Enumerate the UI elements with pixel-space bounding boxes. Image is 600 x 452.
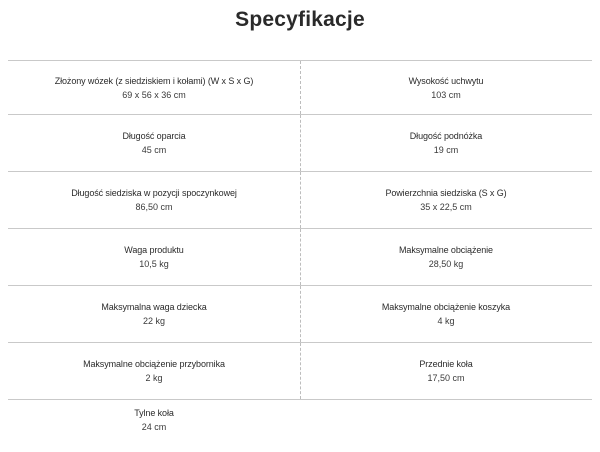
spec-label: Maksymalne obciążenie (399, 245, 493, 255)
spec-value: 4 kg (437, 316, 455, 326)
spec-cell (300, 61, 592, 114)
spec-cell (8, 172, 300, 228)
spec-value: 45 cm (141, 145, 167, 155)
spec-label: Powierzchnia siedziska (S x G) (385, 188, 507, 198)
spec-row (8, 114, 592, 171)
spec-label: Wysokość uchwytu (408, 75, 484, 86)
spec-label: Przednie koła (419, 359, 473, 369)
spec-value: 10,5 kg (139, 259, 169, 269)
spec-row (8, 171, 592, 228)
spec-value: 28,50 kg (428, 259, 464, 269)
spec-cell (8, 400, 300, 452)
spec-cell (300, 343, 592, 399)
spec-label: Długość oparcia (122, 131, 186, 141)
spec-value: 86,50 cm (135, 202, 173, 212)
spec-value: 24 cm (141, 422, 167, 432)
spec-label: Długość podnóżka (409, 131, 483, 141)
spec-cell (8, 286, 300, 342)
column-divider (300, 343, 301, 399)
column-divider (300, 286, 301, 342)
spec-value: 22 kg (142, 316, 166, 326)
spec-label: Maksymalna waga dziecka (101, 302, 207, 312)
spec-value: 35 x 22,5 cm (420, 202, 472, 212)
spec-row (8, 342, 592, 399)
column-divider (300, 115, 301, 171)
spec-label: Złożony wózek (z siedziskiem i kołami) (W x S x G) (54, 75, 254, 86)
spec-cell (300, 115, 592, 171)
column-divider (300, 172, 301, 228)
spec-row (8, 285, 592, 342)
spec-cell (300, 286, 592, 342)
spec-value: 2 kg (145, 373, 163, 383)
spec-label: Maksymalne obciążenie koszyka (381, 302, 511, 312)
spec-row (8, 399, 592, 452)
spec-label: Maksymalne obciążenie przybornika (83, 359, 225, 369)
spec-value: 17,50 cm (427, 373, 465, 383)
spec-value: 19 cm (433, 145, 459, 155)
spec-cell (8, 229, 300, 285)
spec-label: Tylne koła (134, 408, 174, 418)
spec-row (8, 60, 592, 114)
spec-label: Długość siedziska w pozycji spoczynkowej (71, 188, 237, 198)
spec-cell (300, 229, 592, 285)
spec-cell (8, 61, 300, 114)
column-divider (300, 61, 301, 114)
spec-cell (8, 343, 300, 399)
page-title: Specyfikacje (235, 8, 365, 31)
column-divider (300, 229, 301, 285)
spec-cell (8, 115, 300, 171)
spec-value: 69 x 56 x 36 cm (122, 89, 186, 100)
specifications-table (8, 60, 592, 452)
spec-label: Waga produktu (124, 245, 184, 255)
spec-row (8, 228, 592, 285)
spec-cell-empty (300, 400, 592, 452)
spec-value: 103 cm (431, 89, 461, 100)
spec-cell (300, 172, 592, 228)
